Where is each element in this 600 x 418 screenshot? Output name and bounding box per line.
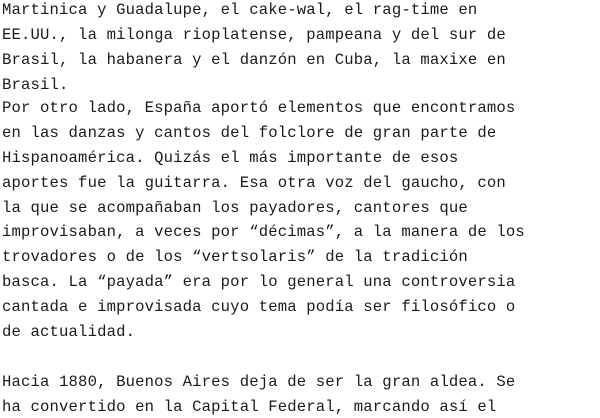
text-line: la que se acompañaban los payadores, cantores que (2, 199, 468, 217)
text-line: Brasil. (2, 76, 69, 94)
text-line: trovadores o de los “vertsolaris” de la tradición (2, 248, 468, 266)
text-line: Hacia 1880, Buenos Aires deja de ser la gran aldea. Se (2, 373, 516, 391)
text-line: en las danzas y cantos del folclore de gran parte de (2, 124, 497, 142)
text-line: EE.UU., la milonga rioplatense, pampeana y del sur de (2, 26, 506, 44)
text-line: improvisaban, a veces por “décimas”, a la manera de los (2, 223, 525, 241)
text-line: ha convertido en la Capital Federal, marcando así el (2, 398, 497, 416)
text-line: Martinica y Guadalupe, el cake-wal, el rag-time en (2, 1, 478, 19)
text-line: de actualidad. (2, 323, 136, 341)
text-line: Por otro lado, España aportó elementos que encontramos (2, 99, 516, 117)
text-line: aportes fue la guitarra. Esa otra voz del gaucho, con (2, 174, 506, 192)
text-line: Brasil, la habanera y el danzón en Cuba, la maxixe en (2, 51, 506, 69)
text-line: cantada e improvisada cuyo tema podía ser filosófico o (2, 298, 516, 316)
text-line: Hispanoamérica. Quizás el más importante de esos (2, 149, 459, 167)
text-line: basca. La “payada” era por lo general una controversia (2, 273, 516, 291)
